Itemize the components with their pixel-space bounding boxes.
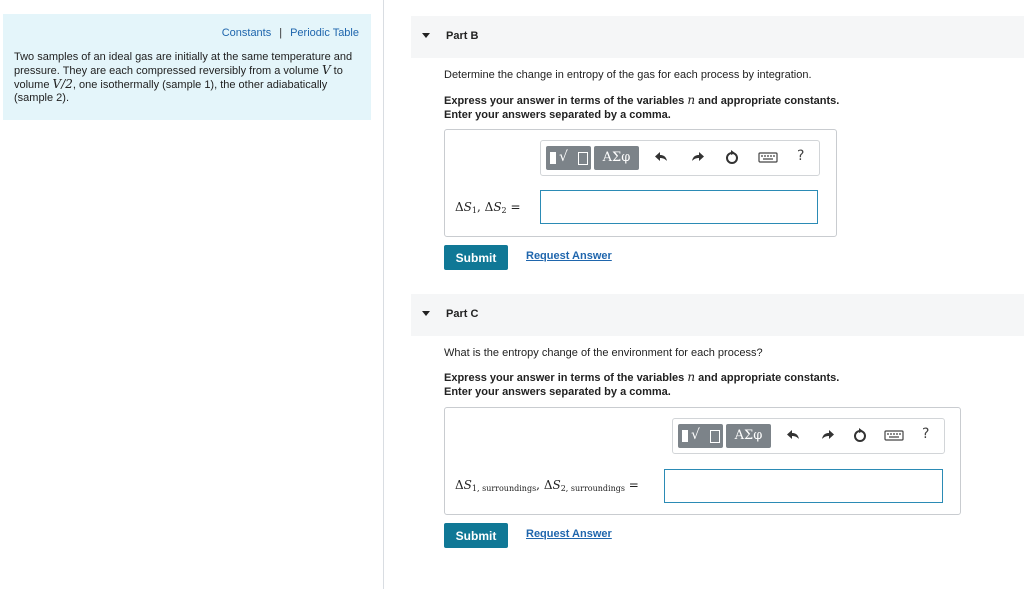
redo-icon[interactable] (819, 427, 837, 445)
part-b-instructions (444, 93, 839, 122)
undo-icon[interactable] (786, 427, 804, 445)
intro-text-3: , one isothermally (sample 1), the other adiabatically (sample 2). (14, 79, 328, 104)
panel-divider (383, 0, 384, 589)
greek-symbols-button[interactable]: ΑΣφ (726, 424, 771, 448)
intro-text-1: Two samples of an ideal gas are initially at the same temperature and pressure. They are each compressed reversibly from a volume (14, 51, 353, 77)
intro-text-2: to volume (14, 65, 343, 91)
template-button[interactable] (678, 424, 723, 448)
help-icon[interactable]: ? (922, 426, 930, 442)
reference-links (3, 27, 359, 39)
part-c-instructions (444, 370, 839, 399)
part-b-submit-button[interactable]: Submit (444, 245, 508, 270)
redo-icon[interactable] (689, 149, 707, 167)
math-toolbar (540, 140, 820, 176)
part-b-question: Determine the change in entropy of the gas for each process by integration. (444, 69, 812, 81)
part-c-title: Part C (446, 308, 479, 320)
placeholder-box-icon (710, 430, 720, 443)
part-c (411, 294, 1024, 554)
collapse-caret-icon[interactable] (422, 33, 430, 38)
part-b-answer-label: $\Delta S_1$, $\Delta S_2$ = (455, 200, 521, 215)
template-block-icon (682, 430, 688, 442)
var-v-half: V/2 (52, 77, 73, 91)
part-c-submit-button[interactable]: Submit (444, 523, 508, 548)
instruction-line-1: Express your answer in terms of the variables n and appropriate constants. (444, 93, 840, 107)
part-c-header[interactable] (411, 294, 1024, 336)
keyboard-icon[interactable] (884, 427, 902, 445)
sqrt-icon: √ (691, 427, 700, 443)
instruction-line-1: Express your answer in terms of the variables n and appropriate constants. (444, 370, 840, 384)
part-c-answer-label: $\Delta S_{1, surroundings}$, $\Delta S_{2, surroundings}$ = (455, 478, 639, 493)
part-c-answer-input[interactable] (664, 469, 943, 503)
part-b-title: Part B (446, 30, 479, 42)
part-c-answer-box (444, 407, 961, 515)
template-block-icon (550, 152, 556, 164)
undo-icon[interactable] (654, 149, 672, 167)
intro-box (3, 14, 371, 120)
part-c-request-answer-link[interactable]: Request Answer (526, 528, 612, 540)
var-n: n (687, 370, 696, 384)
greek-symbols-button[interactable]: ΑΣφ (594, 146, 639, 170)
part-b (411, 16, 1024, 265)
instruction-line-2: Enter your answers separated by a comma. (444, 386, 671, 398)
part-b-request-answer-link[interactable]: Request Answer (526, 250, 612, 262)
part-b-answer-input[interactable] (540, 190, 818, 224)
help-icon[interactable]: ? (797, 148, 805, 164)
reset-icon[interactable] (852, 427, 870, 445)
collapse-caret-icon[interactable] (422, 311, 430, 316)
var-v: V (321, 63, 331, 77)
instruction-line-2: Enter your answers separated by a comma. (444, 109, 671, 121)
part-b-answer-box (444, 129, 837, 237)
problem-statement (14, 51, 364, 105)
template-button[interactable] (546, 146, 591, 170)
reset-icon[interactable] (724, 149, 742, 167)
sqrt-icon: √ (559, 149, 568, 165)
keyboard-icon[interactable] (758, 149, 776, 167)
placeholder-box-icon (578, 152, 588, 165)
math-toolbar (672, 418, 945, 454)
part-b-header[interactable] (411, 16, 1024, 58)
part-c-question: What is the entropy change of the environment for each process? (444, 347, 763, 359)
periodic-table-link[interactable]: Periodic Table (290, 27, 359, 39)
left-panel (0, 0, 383, 589)
links-separator: | (279, 27, 283, 39)
constants-link[interactable]: Constants (221, 27, 272, 39)
var-n: n (687, 93, 696, 107)
